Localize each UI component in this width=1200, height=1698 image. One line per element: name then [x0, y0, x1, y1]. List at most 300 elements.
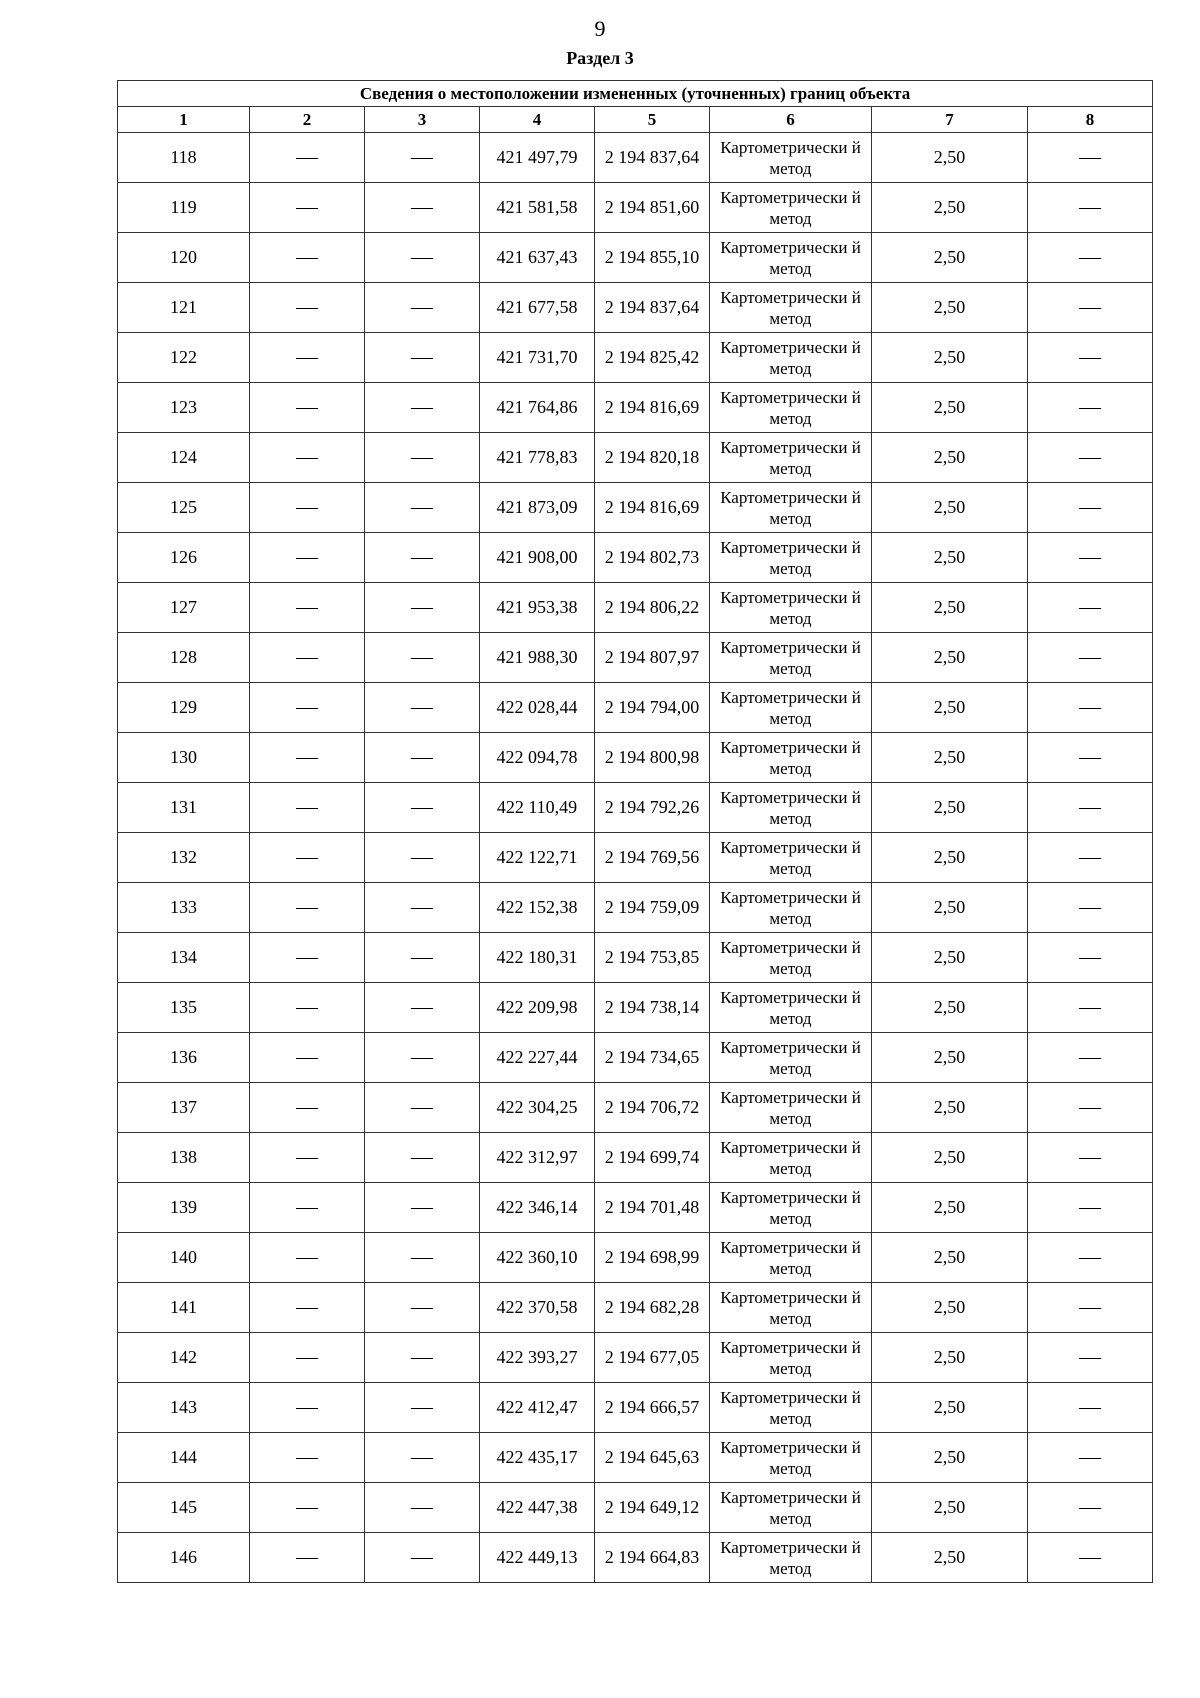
x-coordinate-cell: 422 304,25: [480, 1083, 595, 1133]
precision-cell: 2,50: [872, 1083, 1028, 1133]
empty-cell: [365, 1383, 480, 1433]
method-cell: Картометрически й метод: [710, 883, 872, 933]
section-title: Раздел 3: [566, 48, 634, 68]
precision-cell: 2,50: [872, 733, 1028, 783]
dash-mark: [296, 758, 318, 759]
dash-mark: [1079, 858, 1101, 859]
empty-cell: [250, 1483, 365, 1533]
x-coordinate-cell: 421 677,58: [480, 283, 595, 333]
precision-cell: 2,50: [872, 333, 1028, 383]
point-number-cell: 121: [118, 283, 250, 333]
empty-cell: [1028, 133, 1153, 183]
y-coordinate-cell: 2 194 698,99: [595, 1233, 710, 1283]
table-row: [118, 333, 1153, 383]
empty-cell: [250, 1333, 365, 1383]
method-cell: Картометрически й метод: [710, 1533, 872, 1583]
method-cell: Картометрически й метод: [710, 1483, 872, 1533]
empty-cell: [250, 433, 365, 483]
method-cell: Картометрически й метод: [710, 483, 872, 533]
dash-mark: [411, 1408, 433, 1409]
dash-mark: [411, 1058, 433, 1059]
dash-mark: [411, 1008, 433, 1009]
dash-mark: [411, 1558, 433, 1559]
precision-cell: 2,50: [872, 383, 1028, 433]
dash-mark: [411, 1158, 433, 1159]
y-coordinate-cell: 2 194 820,18: [595, 433, 710, 483]
dash-mark: [296, 1558, 318, 1559]
empty-cell: [250, 533, 365, 583]
dash-mark: [296, 258, 318, 259]
point-number-cell: 145: [118, 1483, 250, 1533]
dash-mark: [296, 858, 318, 859]
dash-mark: [1079, 158, 1101, 159]
precision-cell: 2,50: [872, 1183, 1028, 1233]
dash-mark: [411, 558, 433, 559]
y-coordinate-cell: 2 194 734,65: [595, 1033, 710, 1083]
empty-cell: [365, 133, 480, 183]
dash-mark: [296, 908, 318, 909]
x-coordinate-cell: 421 953,38: [480, 583, 595, 633]
method-cell: Картометрически й метод: [710, 1333, 872, 1383]
dash-mark: [296, 358, 318, 359]
point-number-cell: 144: [118, 1433, 250, 1483]
empty-cell: [250, 233, 365, 283]
point-number-cell: 138: [118, 1133, 250, 1183]
empty-cell: [250, 483, 365, 533]
precision-cell: 2,50: [872, 933, 1028, 983]
dash-mark: [296, 1408, 318, 1409]
dash-mark: [1079, 1308, 1101, 1309]
point-number-cell: 136: [118, 1033, 250, 1083]
empty-cell: [250, 883, 365, 933]
method-cell: Картометрически й метод: [710, 633, 872, 683]
table-row: [118, 1033, 1153, 1083]
empty-cell: [250, 683, 365, 733]
y-coordinate-cell: 2 194 738,14: [595, 983, 710, 1033]
method-cell: Картометрически й метод: [710, 833, 872, 883]
empty-cell: [1028, 1483, 1153, 1533]
method-cell: Картометрически й метод: [710, 533, 872, 583]
empty-cell: [250, 583, 365, 633]
dash-mark: [411, 1208, 433, 1209]
empty-cell: [250, 1183, 365, 1233]
empty-cell: [365, 1183, 480, 1233]
y-coordinate-cell: 2 194 825,42: [595, 333, 710, 383]
point-number-cell: 118: [118, 133, 250, 183]
x-coordinate-cell: 422 227,44: [480, 1033, 595, 1083]
point-number-cell: 124: [118, 433, 250, 483]
y-coordinate-cell: 2 194 701,48: [595, 1183, 710, 1233]
empty-cell: [365, 783, 480, 833]
x-coordinate-cell: 422 393,27: [480, 1333, 595, 1383]
empty-cell: [1028, 1383, 1153, 1433]
y-coordinate-cell: 2 194 706,72: [595, 1083, 710, 1133]
dash-mark: [1079, 258, 1101, 259]
dash-mark: [411, 958, 433, 959]
empty-cell: [365, 1233, 480, 1283]
table-row: [118, 1083, 1153, 1133]
method-cell: Картометрически й метод: [710, 733, 872, 783]
dash-mark: [411, 358, 433, 359]
dash-mark: [1079, 1508, 1101, 1509]
point-number-cell: 127: [118, 583, 250, 633]
x-coordinate-cell: 421 778,83: [480, 433, 595, 483]
empty-cell: [1028, 533, 1153, 583]
precision-cell: 2,50: [872, 1233, 1028, 1283]
table-row: [118, 1483, 1153, 1533]
method-cell: Картометрически й метод: [710, 233, 872, 283]
dash-mark: [1079, 1058, 1101, 1059]
y-coordinate-cell: 2 194 677,05: [595, 1333, 710, 1383]
dash-mark: [1079, 358, 1101, 359]
empty-cell: [1028, 1433, 1153, 1483]
y-coordinate-cell: 2 194 759,09: [595, 883, 710, 933]
dash-mark: [1079, 608, 1101, 609]
table-row: [118, 283, 1153, 333]
x-coordinate-cell: 422 370,58: [480, 1283, 595, 1333]
precision-cell: 2,50: [872, 1533, 1028, 1583]
dash-mark: [411, 908, 433, 909]
dash-mark: [1079, 1108, 1101, 1109]
empty-cell: [1028, 333, 1153, 383]
y-coordinate-cell: 2 194 837,64: [595, 133, 710, 183]
dash-mark: [411, 1358, 433, 1359]
empty-cell: [1028, 483, 1153, 533]
empty-cell: [250, 933, 365, 983]
table-row: [118, 783, 1153, 833]
dash-mark: [1079, 1258, 1101, 1259]
x-coordinate-cell: 421 731,70: [480, 333, 595, 383]
y-coordinate-cell: 2 194 800,98: [595, 733, 710, 783]
empty-cell: [250, 283, 365, 333]
y-coordinate-cell: 2 194 649,12: [595, 1483, 710, 1533]
empty-cell: [250, 633, 365, 683]
column-number: 4: [480, 107, 595, 133]
table-row: [118, 683, 1153, 733]
column-number: 6: [710, 107, 872, 133]
precision-cell: 2,50: [872, 533, 1028, 583]
point-number-cell: 125: [118, 483, 250, 533]
dash-mark: [411, 1108, 433, 1109]
dash-mark: [296, 158, 318, 159]
point-number-cell: 146: [118, 1533, 250, 1583]
column-number: 3: [365, 107, 480, 133]
table-row: [118, 1533, 1153, 1583]
empty-cell: [365, 583, 480, 633]
point-number-cell: 131: [118, 783, 250, 833]
dash-mark: [411, 858, 433, 859]
x-coordinate-cell: 422 094,78: [480, 733, 595, 783]
dash-mark: [1079, 1358, 1101, 1359]
empty-cell: [250, 1133, 365, 1183]
precision-cell: 2,50: [872, 633, 1028, 683]
table-row: [118, 633, 1153, 683]
page-number: 9: [594, 16, 606, 41]
dash-mark: [296, 458, 318, 459]
empty-cell: [1028, 1033, 1153, 1083]
empty-cell: [250, 1033, 365, 1083]
empty-cell: [250, 1233, 365, 1283]
point-number-cell: 128: [118, 633, 250, 683]
method-cell: Картометрически й метод: [710, 133, 872, 183]
dash-mark: [296, 1258, 318, 1259]
empty-cell: [250, 983, 365, 1033]
empty-cell: [1028, 383, 1153, 433]
method-cell: Картометрически й метод: [710, 783, 872, 833]
empty-cell: [1028, 183, 1153, 233]
y-coordinate-cell: 2 194 753,85: [595, 933, 710, 983]
dash-mark: [296, 658, 318, 659]
empty-cell: [1028, 1533, 1153, 1583]
method-cell: Картометрически й метод: [710, 1433, 872, 1483]
dash-mark: [1079, 1408, 1101, 1409]
empty-cell: [365, 1483, 480, 1533]
point-number-cell: 142: [118, 1333, 250, 1383]
dash-mark: [1079, 558, 1101, 559]
dash-mark: [1079, 508, 1101, 509]
method-cell: Картометрически й метод: [710, 1033, 872, 1083]
dash-mark: [296, 558, 318, 559]
dash-mark: [296, 608, 318, 609]
empty-cell: [250, 1433, 365, 1483]
dash-mark: [296, 1358, 318, 1359]
dash-mark: [296, 708, 318, 709]
table-row: [118, 383, 1153, 433]
method-cell: Картометрически й метод: [710, 983, 872, 1033]
empty-cell: [1028, 833, 1153, 883]
dash-mark: [1079, 1558, 1101, 1559]
dash-mark: [296, 308, 318, 309]
empty-cell: [365, 633, 480, 683]
method-cell: Картометрически й метод: [710, 1183, 872, 1233]
method-cell: Картометрически й метод: [710, 683, 872, 733]
table-row: [118, 1283, 1153, 1333]
precision-cell: 2,50: [872, 1383, 1028, 1433]
y-coordinate-cell: 2 194 806,22: [595, 583, 710, 633]
table-row: [118, 183, 1153, 233]
empty-cell: [365, 883, 480, 933]
empty-cell: [250, 333, 365, 383]
empty-cell: [365, 1083, 480, 1133]
empty-cell: [1028, 783, 1153, 833]
dash-mark: [1079, 708, 1101, 709]
table-row: [118, 533, 1153, 583]
empty-cell: [1028, 1083, 1153, 1133]
x-coordinate-cell: 422 346,14: [480, 1183, 595, 1233]
table-row: [118, 1183, 1153, 1233]
dash-mark: [1079, 758, 1101, 759]
dash-mark: [296, 1208, 318, 1209]
method-cell: Картометрически й метод: [710, 1133, 872, 1183]
x-coordinate-cell: 421 764,86: [480, 383, 595, 433]
point-number-cell: 123: [118, 383, 250, 433]
point-number-cell: 141: [118, 1283, 250, 1333]
table-row: [118, 983, 1153, 1033]
dash-mark: [1079, 1158, 1101, 1159]
dash-mark: [1079, 458, 1101, 459]
point-number-cell: 140: [118, 1233, 250, 1283]
empty-cell: [250, 383, 365, 433]
empty-cell: [1028, 633, 1153, 683]
precision-cell: 2,50: [872, 1483, 1028, 1533]
column-number: 1: [118, 107, 250, 133]
empty-cell: [1028, 283, 1153, 333]
y-coordinate-cell: 2 194 837,64: [595, 283, 710, 333]
precision-cell: 2,50: [872, 283, 1028, 333]
dash-mark: [296, 1008, 318, 1009]
point-number-cell: 120: [118, 233, 250, 283]
y-coordinate-cell: 2 194 851,60: [595, 183, 710, 233]
empty-cell: [365, 1333, 480, 1383]
y-coordinate-cell: 2 194 807,97: [595, 633, 710, 683]
table-row: [118, 483, 1153, 533]
table-caption-row: [118, 81, 1153, 107]
precision-cell: 2,50: [872, 983, 1028, 1033]
empty-cell: [250, 783, 365, 833]
point-number-cell: 139: [118, 1183, 250, 1233]
method-cell: Картометрически й метод: [710, 1083, 872, 1133]
precision-cell: 2,50: [872, 683, 1028, 733]
empty-cell: [250, 1383, 365, 1433]
empty-cell: [365, 683, 480, 733]
column-number-row: [118, 107, 1153, 133]
y-coordinate-cell: 2 194 769,56: [595, 833, 710, 883]
table-row: [118, 233, 1153, 283]
dash-mark: [1079, 808, 1101, 809]
method-cell: Картометрически й метод: [710, 433, 872, 483]
method-cell: Картометрически й метод: [710, 1383, 872, 1433]
point-number-cell: 132: [118, 833, 250, 883]
empty-cell: [1028, 683, 1153, 733]
method-cell: Картометрически й метод: [710, 933, 872, 983]
dash-mark: [296, 808, 318, 809]
x-coordinate-cell: 421 581,58: [480, 183, 595, 233]
dash-mark: [411, 808, 433, 809]
empty-cell: [250, 1533, 365, 1583]
dash-mark: [296, 1108, 318, 1109]
dash-mark: [411, 458, 433, 459]
dash-mark: [1079, 1008, 1101, 1009]
empty-cell: [365, 433, 480, 483]
dash-mark: [1079, 1208, 1101, 1209]
precision-cell: 2,50: [872, 483, 1028, 533]
x-coordinate-cell: 422 412,47: [480, 1383, 595, 1433]
dash-mark: [1079, 658, 1101, 659]
point-number-cell: 119: [118, 183, 250, 233]
x-coordinate-cell: 422 152,38: [480, 883, 595, 933]
empty-cell: [365, 733, 480, 783]
empty-cell: [365, 983, 480, 1033]
precision-cell: 2,50: [872, 1133, 1028, 1183]
dash-mark: [411, 1308, 433, 1309]
method-cell: Картометрически й метод: [710, 1233, 872, 1283]
empty-cell: [365, 1033, 480, 1083]
empty-cell: [1028, 433, 1153, 483]
dash-mark: [411, 408, 433, 409]
point-number-cell: 133: [118, 883, 250, 933]
x-coordinate-cell: 421 908,00: [480, 533, 595, 583]
precision-cell: 2,50: [872, 833, 1028, 883]
point-number-cell: 129: [118, 683, 250, 733]
empty-cell: [250, 183, 365, 233]
dash-mark: [411, 208, 433, 209]
empty-cell: [1028, 1183, 1153, 1233]
dash-mark: [411, 1508, 433, 1509]
column-number: 5: [595, 107, 710, 133]
dash-mark: [296, 1308, 318, 1309]
x-coordinate-cell: 421 637,43: [480, 233, 595, 283]
y-coordinate-cell: 2 194 645,63: [595, 1433, 710, 1483]
precision-cell: 2,50: [872, 433, 1028, 483]
table-row: [118, 833, 1153, 883]
dash-mark: [1079, 958, 1101, 959]
table-row: [118, 433, 1153, 483]
method-cell: Картометрически й метод: [710, 583, 872, 633]
empty-cell: [250, 1083, 365, 1133]
empty-cell: [365, 383, 480, 433]
method-cell: Картометрически й метод: [710, 283, 872, 333]
table-row: [118, 583, 1153, 633]
dash-mark: [1079, 308, 1101, 309]
dash-mark: [411, 258, 433, 259]
empty-cell: [365, 933, 480, 983]
dash-mark: [411, 308, 433, 309]
table-row: [118, 133, 1153, 183]
dash-mark: [1079, 408, 1101, 409]
empty-cell: [1028, 883, 1153, 933]
empty-cell: [365, 233, 480, 283]
dash-mark: [411, 708, 433, 709]
method-cell: Картометрически й метод: [710, 183, 872, 233]
empty-cell: [365, 833, 480, 883]
dash-mark: [1079, 208, 1101, 209]
table-caption: Сведения о местоположении измененных (уточненных) границ объекта: [118, 81, 1153, 107]
x-coordinate-cell: 421 497,79: [480, 133, 595, 183]
empty-cell: [365, 283, 480, 333]
empty-cell: [1028, 1233, 1153, 1283]
dash-mark: [296, 408, 318, 409]
dash-mark: [411, 1258, 433, 1259]
dash-mark: [296, 958, 318, 959]
x-coordinate-cell: 422 110,49: [480, 783, 595, 833]
y-coordinate-cell: 2 194 664,83: [595, 1533, 710, 1583]
dash-mark: [296, 1458, 318, 1459]
empty-cell: [1028, 1133, 1153, 1183]
empty-cell: [1028, 1283, 1153, 1333]
empty-cell: [365, 483, 480, 533]
y-coordinate-cell: 2 194 816,69: [595, 383, 710, 433]
precision-cell: 2,50: [872, 583, 1028, 633]
x-coordinate-cell: 422 447,38: [480, 1483, 595, 1533]
empty-cell: [365, 1433, 480, 1483]
empty-cell: [250, 1283, 365, 1333]
method-cell: Картометрически й метод: [710, 1283, 872, 1333]
empty-cell: [365, 533, 480, 583]
x-coordinate-cell: 422 122,71: [480, 833, 595, 883]
precision-cell: 2,50: [872, 1033, 1028, 1083]
table-row: [118, 1133, 1153, 1183]
dash-mark: [296, 1058, 318, 1059]
dash-mark: [411, 508, 433, 509]
dash-mark: [1079, 908, 1101, 909]
dash-mark: [1079, 1458, 1101, 1459]
x-coordinate-cell: 421 988,30: [480, 633, 595, 683]
x-coordinate-cell: 422 312,97: [480, 1133, 595, 1183]
dash-mark: [411, 658, 433, 659]
point-number-cell: 126: [118, 533, 250, 583]
empty-cell: [365, 1133, 480, 1183]
dash-mark: [296, 208, 318, 209]
